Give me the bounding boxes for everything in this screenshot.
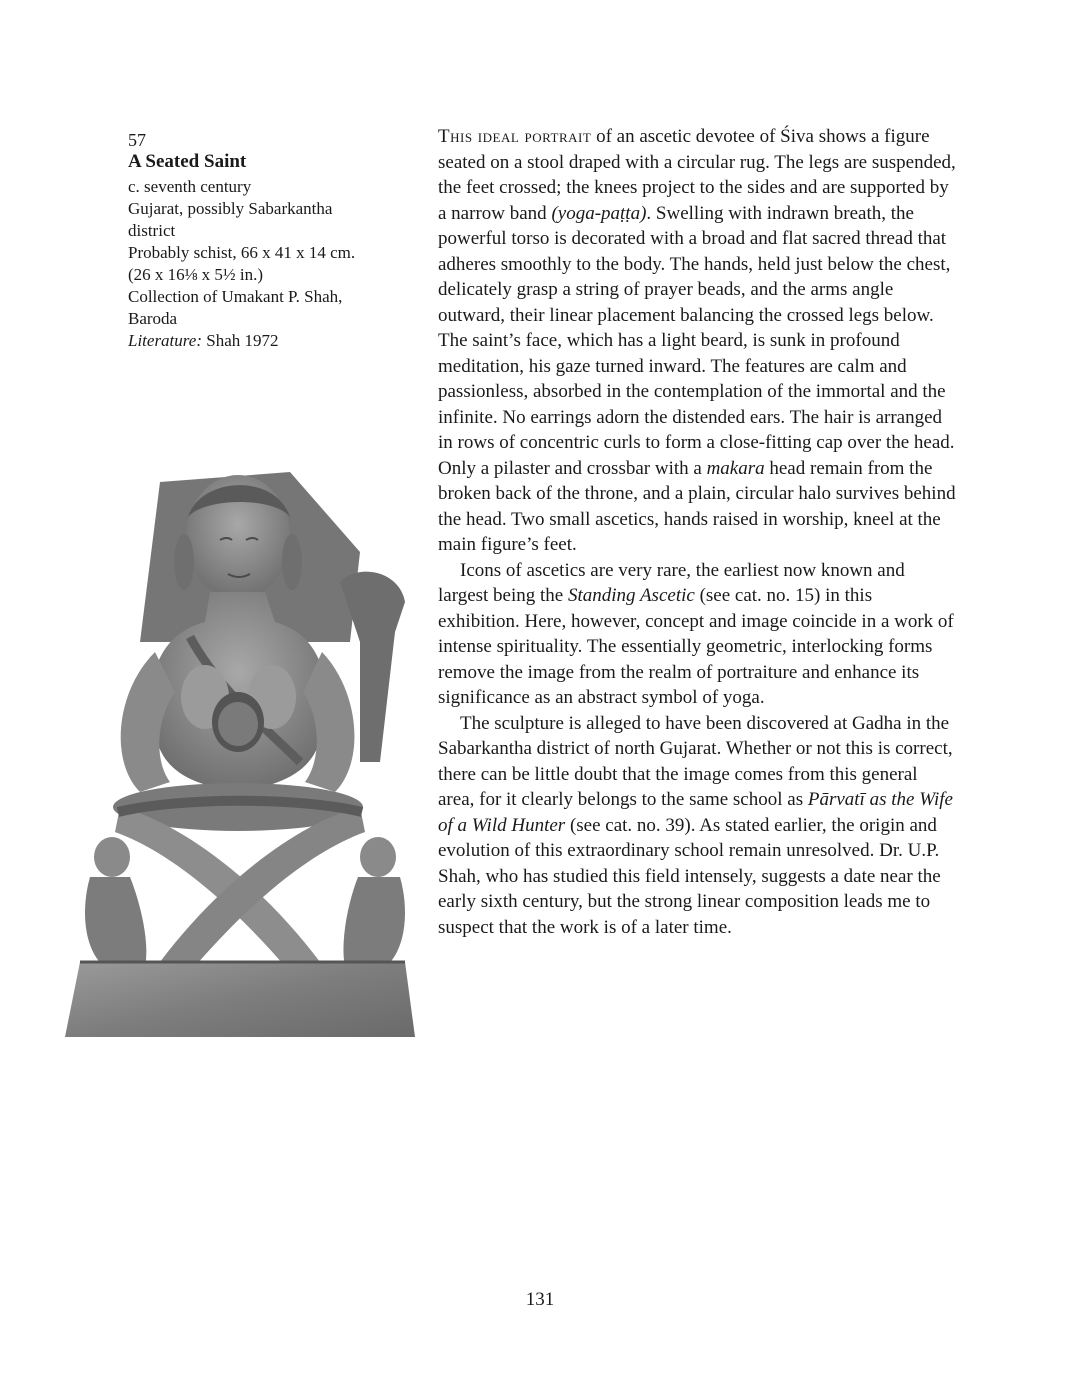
caption-place-continued: district — [128, 221, 176, 240]
yoga-term: (yoga-paṭṭa) — [551, 202, 647, 224]
literature-value: Shah 1972 — [201, 331, 279, 350]
caption-literature — [128, 330, 408, 352]
catalogue-number: 57 — [128, 130, 146, 150]
work-title: Pārvatī as the Wife of a Wild Hunter — [438, 789, 953, 836]
lead-in: This ideal portrait — [438, 126, 592, 147]
text-run: The sculpture is alleged to have been discovered at Gadha in the Sabarkantha district of north Gujarat. Whether or not this is correct, there can be little doubt that the image comes from this general area, for it clearly belongs to the same school as — [438, 712, 953, 810]
caption-collection: Collection of Umakant P. Shah, — [128, 287, 343, 306]
work-title: Standing Ascetic — [567, 585, 695, 606]
caption-place: Gujarat, possibly Sabarkantha — [128, 199, 333, 218]
caption-dimensions: (26 x 16⅛ x 5½ in.) — [128, 265, 264, 284]
text-run: Icons of ascetics are very rare, the earliest now known and largest being the — [438, 559, 905, 606]
text-run: (see cat. no. 15) in this exhibition. Here, however, concept and image coincide in a work of intense spirituality. The essentially geometric, interlocking forms remove the image from the realm of portraiture and enhance its significance as an abstract symbol of yoga. — [438, 585, 954, 708]
text-run: of an ascetic devotee of Śiva shows a figure seated on a stool draped with a circular rug. The legs are suspended, the feet crossed; the knees project to the sides and are supported by a narrow band — [438, 126, 956, 224]
caption-material: Probably schist, 66 x 41 x 14 cm. — [128, 243, 356, 262]
seated-saint-sculpture-photo — [60, 462, 420, 1042]
essay-paragraph — [438, 124, 958, 558]
text-run: . Swelling with indrawn breath, the powerful torso is decorated with a broad and flat sacred thread that adheres smoothly to the body. The hands, held just below the chest, delicately grasp a string of prayer beads, and the arms angle outward, their linear placement balancing the crossed legs below. The saint’s face, which has a light beard, is sunk in profound meditation, his gaze turned inward. The features are calm and passionless, absorbed in the contemplation of the immortal and the infinite. No earrings adorn the distended ears. The hair is arranged in rows of concentric curls to form a close-fitting cap over the head. Only a pilaster and crossbar with a — [438, 202, 955, 479]
catalogue-title: A Seated Saint — [128, 151, 247, 172]
essay-paragraph — [438, 711, 958, 941]
page-number: 131 — [525, 1289, 555, 1310]
literature-label: Literature: — [128, 331, 202, 350]
essay-paragraph — [438, 558, 958, 711]
catalogue-caption — [128, 129, 408, 352]
essay-text — [438, 124, 958, 940]
sculpture-image — [60, 462, 420, 1042]
makara-term: makara — [706, 457, 765, 479]
text-run: head remain from the broken back of the throne, and a plain, circular halo survives behind the head. Two small ascetics, hands raised in worship, kneel at the main figure’s feet. — [438, 457, 956, 555]
text-run: (see cat. no. 39). As stated earlier, the origin and evolution of this extraordinary school remain unresolved. Dr. U.P. Shah, who has studied this field intensely, suggests a date near the early sixth century, but the strong linear composition leads me to suspect that the work is of a later time. — [438, 814, 941, 938]
caption-collection-continued: Baroda — [128, 309, 178, 328]
caption-date: c. seventh century — [128, 177, 252, 196]
